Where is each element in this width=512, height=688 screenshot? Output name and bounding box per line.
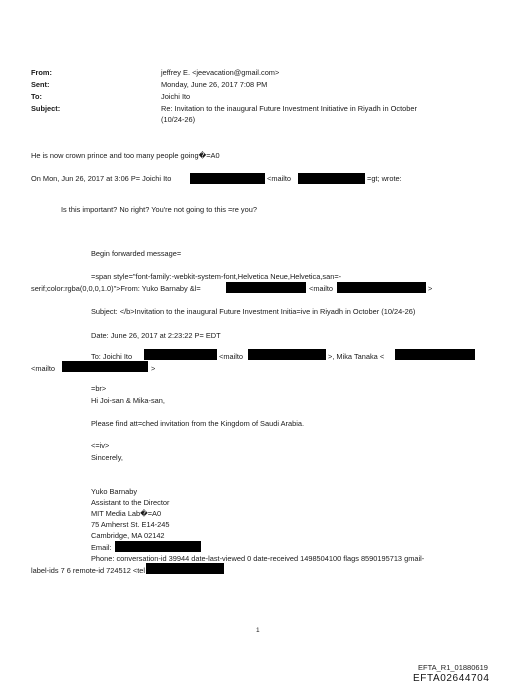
serif-line-close: > — [428, 284, 433, 293]
serif-line-text: serif;color:rgba(0,0,0,1.0)">From: Yuko Barnaby &l= — [31, 284, 201, 293]
redaction-box — [115, 541, 201, 552]
forward-to-close: > — [151, 364, 156, 373]
signature-title: Assistant to the Director — [91, 498, 170, 507]
from-value: jeffrey E. <jeevacation@gmail.com> — [161, 68, 280, 77]
forward-to-text: To: Joichi Ito — [91, 352, 133, 361]
signature-email-label: Email: — [91, 543, 112, 552]
signature-label-line: label-ids 7 6 remote-id 724512 <tel — [31, 566, 146, 575]
sent-label: Sent: — [31, 80, 50, 89]
to-value: Joichi Ito — [161, 92, 191, 101]
subject-value-line2: (10/24-26) — [161, 115, 196, 124]
redaction-box — [226, 282, 306, 293]
page-number: 1 — [256, 627, 260, 634]
forward-begin: Begin forwarded message= — [91, 249, 182, 258]
forward-to-mailto: <mailto — [219, 352, 244, 361]
greeting-line: Hi Joi-san & Mika-san, — [91, 396, 165, 405]
iv-tag: <=iv> — [91, 441, 110, 450]
quote-intro-mailto: <mailto — [267, 174, 292, 183]
redaction-box — [190, 173, 265, 184]
to-label: To: — [31, 92, 42, 101]
redaction-box — [395, 349, 475, 360]
signature-address-2: Cambridge, MA 02142 — [91, 531, 165, 540]
sent-value: Monday, June 26, 2017 7:08 PM — [161, 80, 268, 89]
span-style-line: =span style="font-family:-webkit-system-font,Helvetica Neue,Helvetica,san=- — [91, 272, 342, 281]
signature-name: Yuko Barnaby — [91, 487, 138, 496]
footer-id-secondary: EFTA02644704 — [413, 673, 490, 684]
quote-intro-text: On Mon, Jun 26, 2017 at 3:06 P= Joichi Ito — [31, 174, 172, 183]
subject-value-line1: Re: Invitation to the inaugural Future Investment Initiative in Riyadh in October — [161, 104, 417, 113]
subject-label: Subject: — [31, 104, 61, 113]
br-tag: =br> — [91, 384, 107, 393]
sincerely-line: Sincerely, — [91, 453, 123, 462]
redaction-box — [298, 173, 365, 184]
please-line: Please find att=ched invitation from the Kingdom of Saudi Arabia. — [91, 419, 305, 428]
forward-date: Date: June 26, 2017 at 2:23:22 P= EDT — [91, 331, 221, 340]
signature-phone-line: Phone: conversation-id 39944 date-last-viewed 0 date-received 1498504100 flags 8590195713 gmail- — [91, 554, 425, 563]
footer-id-primary: EFTA_R1_01880619 — [418, 663, 488, 672]
forward-to-mika: >, Mika Tanaka < — [328, 352, 385, 361]
reply-line: He is now crown prince and too many people going�=A0 — [31, 151, 220, 160]
redaction-box — [248, 349, 326, 360]
redaction-box — [146, 563, 224, 574]
forward-subject: Subject: </b>Invitation to the inaugural Future Investment Initia=ive in Riyadh in October (10/24-26) — [91, 307, 416, 316]
from-label: From: — [31, 68, 52, 77]
signature-org: MIT Media Lab�=A0 — [91, 509, 162, 518]
signature-address-1: 75 Amherst St. E14-245 — [91, 520, 170, 529]
serif-line-mailto: <mailto — [309, 284, 334, 293]
redaction-box — [144, 349, 217, 360]
forward-to-mailto-2: <mailto — [31, 364, 56, 373]
quote-intro-wrote: =gt; wrote: — [367, 174, 402, 183]
redaction-box — [62, 361, 148, 372]
redaction-box — [337, 282, 426, 293]
question-line: Is this important? No right? You're not going to this =re you? — [61, 205, 257, 214]
